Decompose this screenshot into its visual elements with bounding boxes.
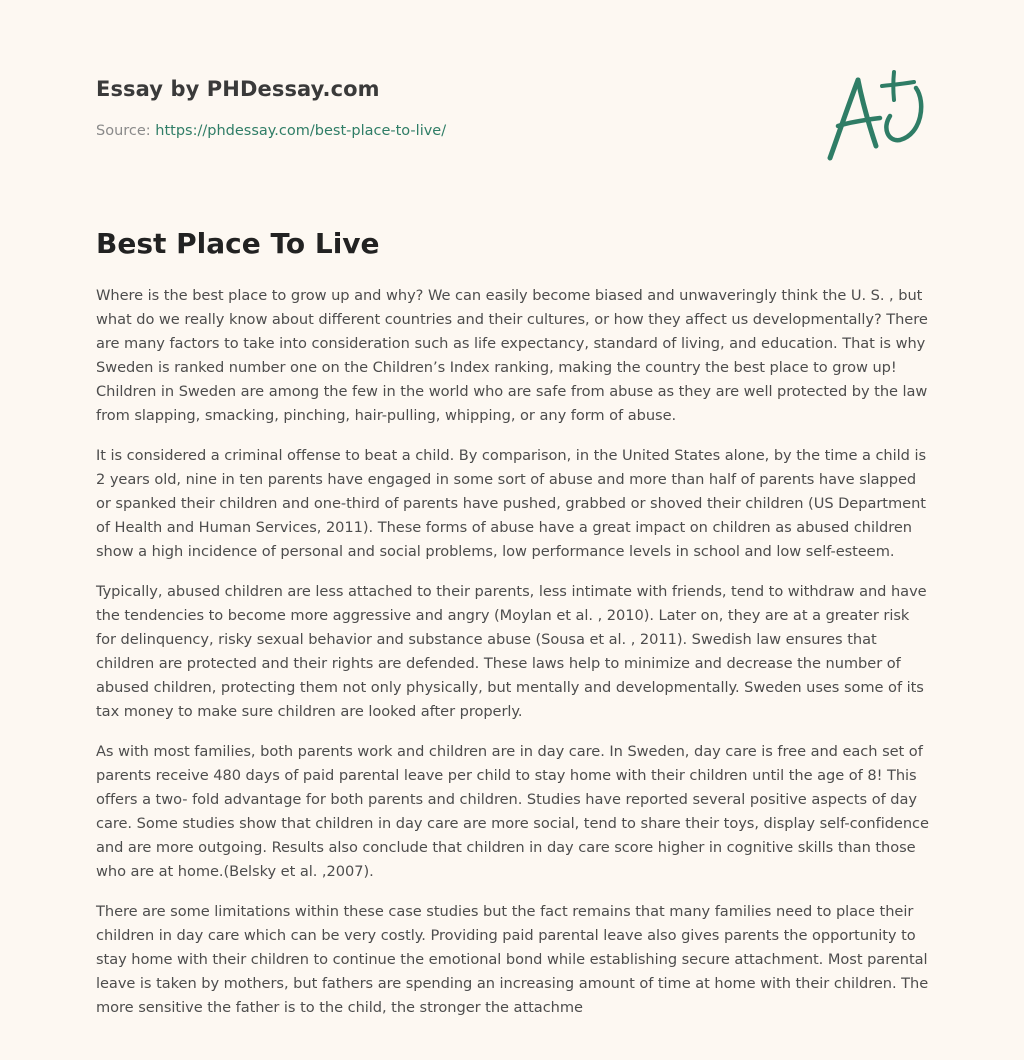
a-plus-grade-icon <box>818 66 930 166</box>
site-brand: Essay by PHDessay.com <box>96 77 380 101</box>
source-line <box>96 121 716 141</box>
source-link[interactable]: https://phdessay.com/best-place-to-live/ <box>155 123 447 139</box>
paragraph: As with most families, both parents work and children are in day care. In Sweden, day care is free and each set of parents receive 480 days of paid parental leave per child to stay home with their children until the age of 8! This offers a two- fold advantage for both parents and children. Studies have reported several positive aspects of day care. Some studies show that children in day care are more social, tend to share their toys, display self-confidence and are more outgoing. Results also conclude that children in day care score higher in cognitive skills than those who are at home.(Belsky et al. ,2007). <box>96 743 929 880</box>
paragraph: There are some limitations within these case studies but the fact remains that many families need to place their children in day care which can be very costly. Providing paid parental leave also gives parents the opportunity to stay home with their children to continue the emotional bond while establishing secure attachment. Most parental leave is taken by mothers, but fathers are spending an increasing amount of time at home with their children. The more sensitive the father is to the child, the stronger the attachme <box>96 903 929 1016</box>
paragraph: Typically, abused children are less attached to their parents, less intimate with friends, tend to withdraw and have the tendencies to become more aggressive and angry (Moylan et al. , 2010). Later on, they are at a greater risk for delinquency, risky sexual behavior and substance abuse (Sousa et al. , 2011). Swedish law ensures that children are protected and their rights are defended. These laws help to minimize and decrease the number of abused children, protecting them not only physically, but mentally and developmentally. Sweden uses some of its tax money to make sure children are looked after properly. <box>96 583 927 720</box>
source-label: Source: <box>96 123 151 139</box>
essay-body <box>96 284 932 1036</box>
essay-header <box>96 74 716 141</box>
paragraph: It is considered a criminal offense to beat a child. By comparison, in the United States alone, by the time a child is 2 years old, nine in ten parents have engaged in some sort of abuse and more than half of parents have slapped or spanked their children and one-third of parents have pushed, grabbed or shoved their children (US Department of Health and Human Services, 2011). These forms of abuse have a great impact on children as abused children show a high incidence of personal and social problems, low performance levels in school and low self-esteem. <box>96 447 926 560</box>
paragraph: Where is the best place to grow up and why? We can easily become biased and unwaveringly think the U. S. , but what do we really know about different countries and their cultures, or how they affect us developmentally? There are many factors to take into consideration such as life expectancy, standard of living, and education. That is why Sweden is ranked number one on the Children’s Index ranking, making the country the best place to grow up! Children in Sweden are among the few in the world who are safe from abuse as they are well protected by the law from slapping, smacking, pinching, hair-pulling, whipping, or any form of abuse. <box>96 287 928 424</box>
essay-title: Best Place To Live <box>96 227 380 260</box>
